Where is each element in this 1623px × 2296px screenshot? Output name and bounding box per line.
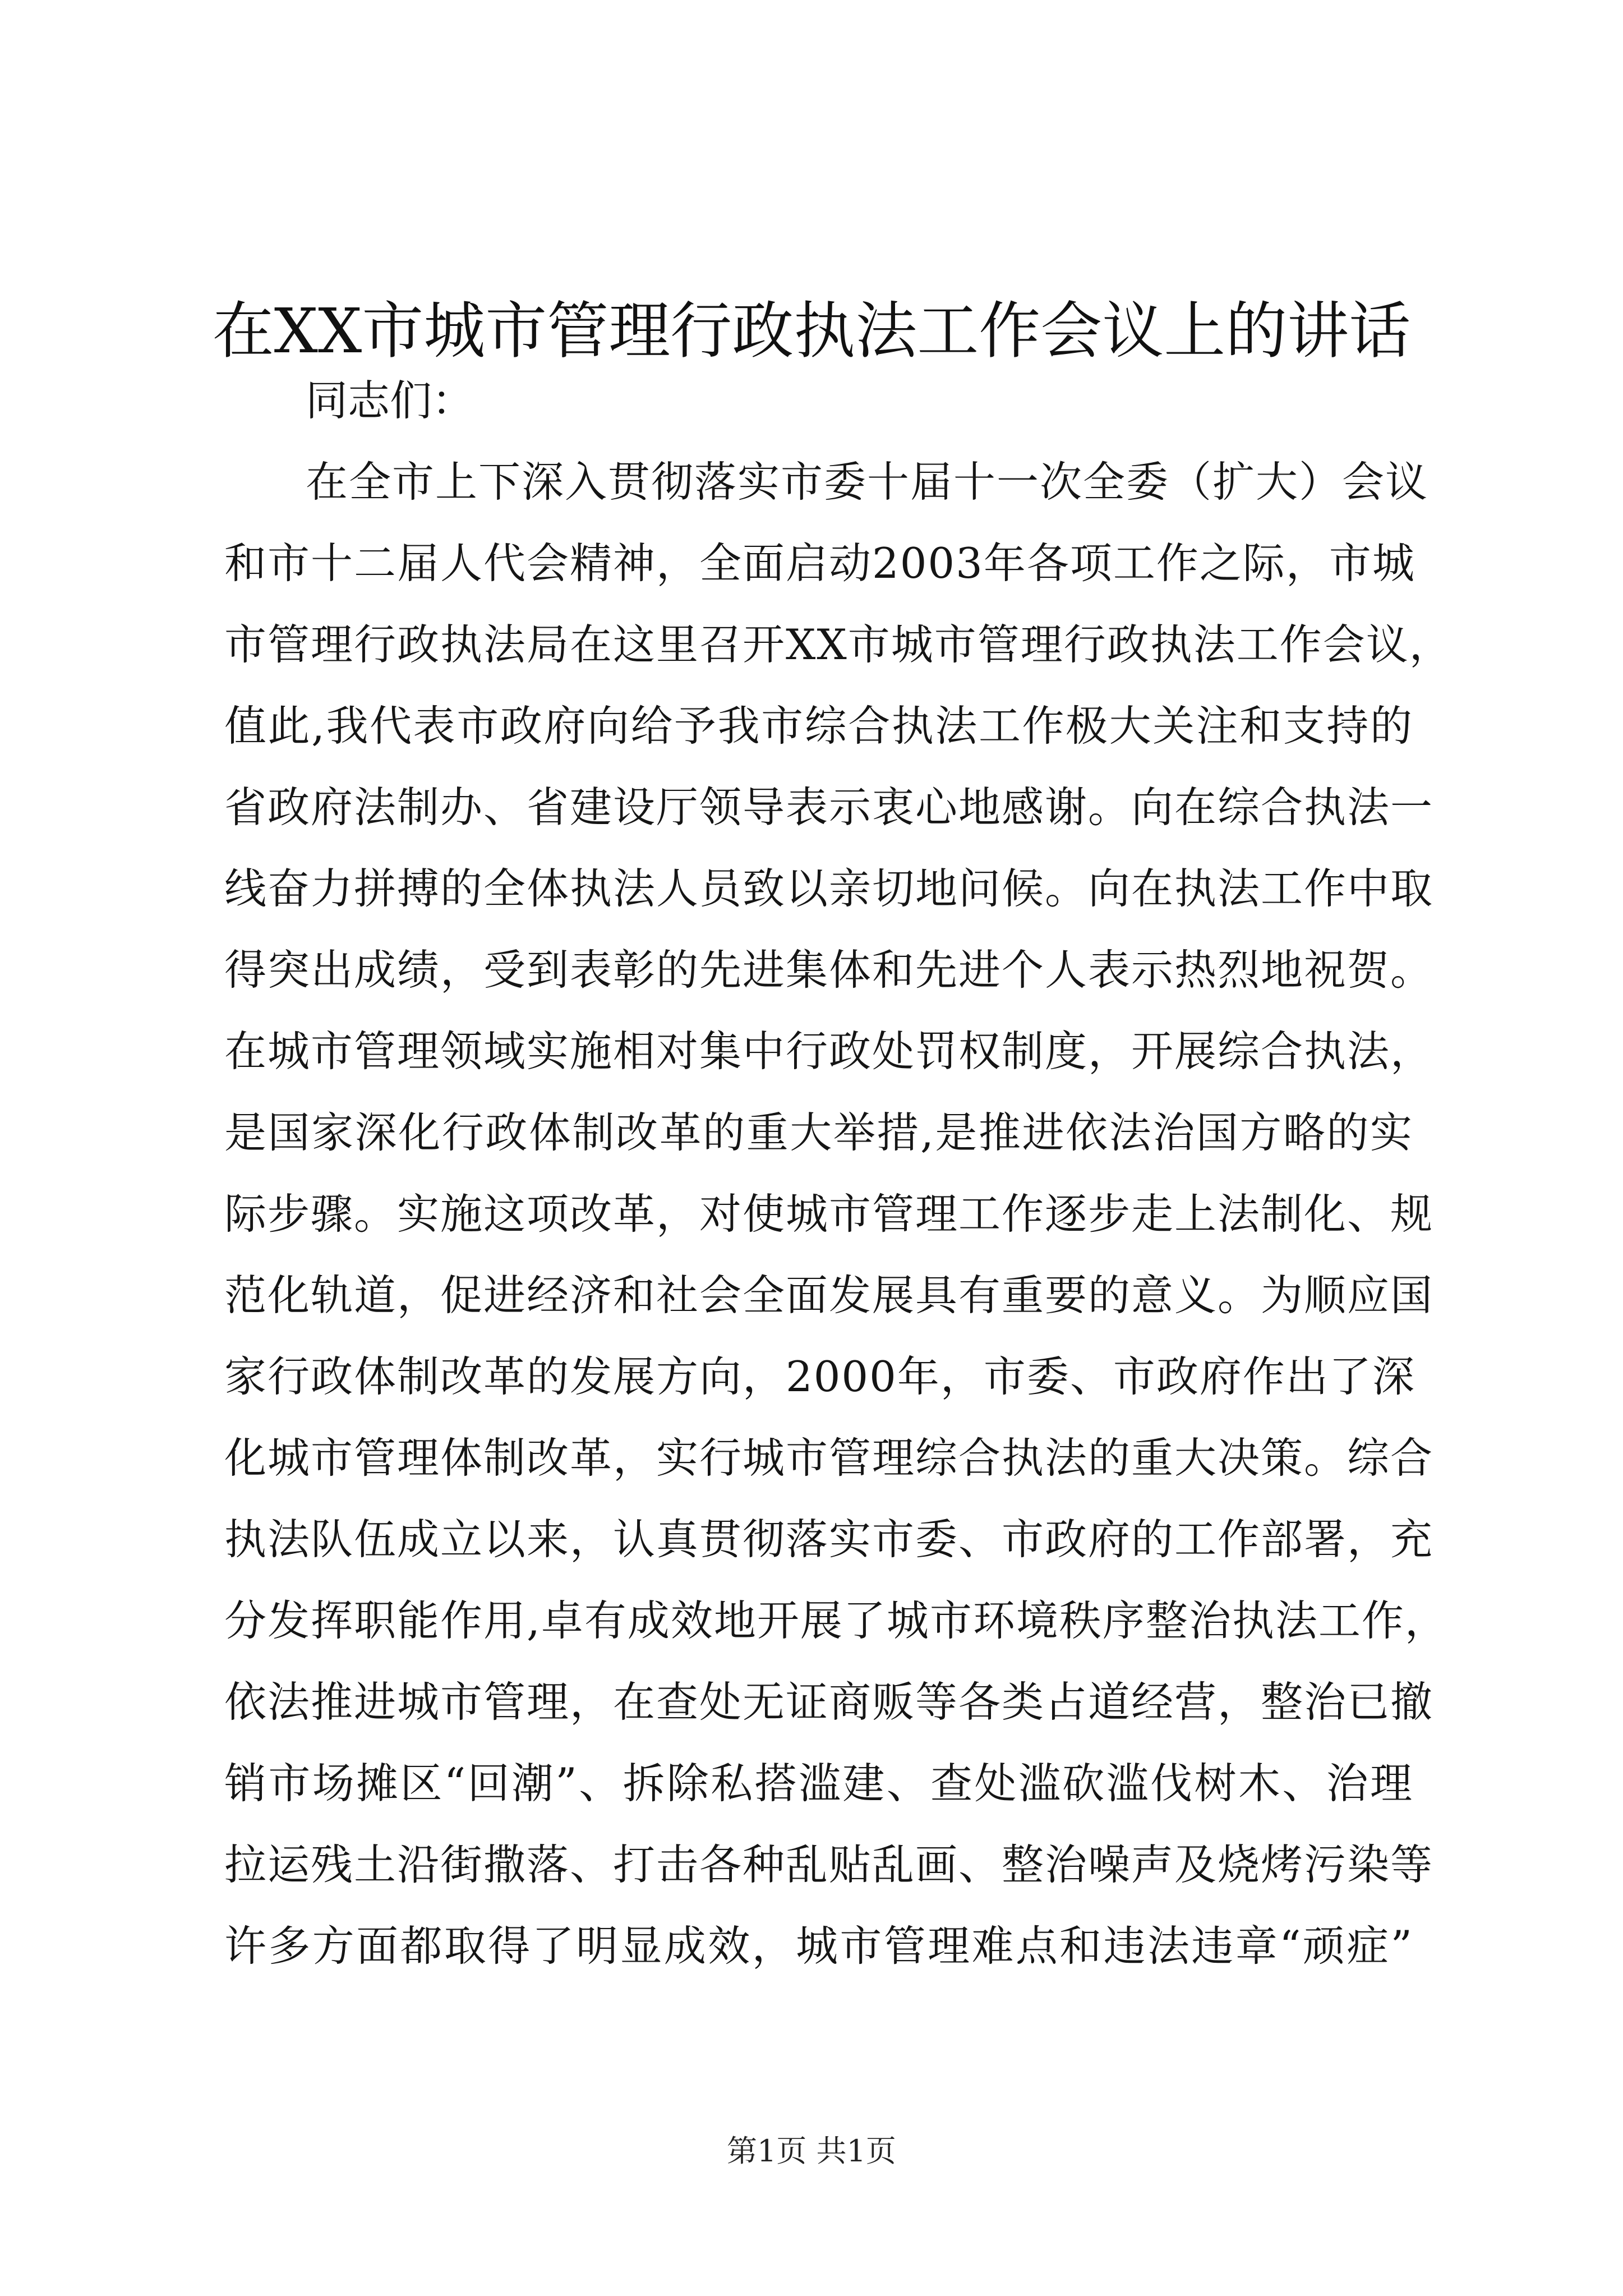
paragraph-line: 销市场摊区“回潮”、拆除私搭滥建、查处滥砍滥伐树木、治理 (224, 1759, 1413, 1808)
paragraph-line: 执法队伍成立以来，认真贯彻落实市委、市政府的工作部署，充 (224, 1515, 1434, 1564)
paragraph-line: 家行政体制改革的发展方向，2000年，市委、市政府作出了深 (224, 1352, 1415, 1401)
paragraph-line: 和市十二届人代会精神，全面启动2003年各项工作之际，市城 (224, 539, 1415, 588)
document-body (224, 360, 1453, 1987)
paragraph-line: 化城市管理体制改革，实行城市管理综合执法的重大决策。综合 (224, 1433, 1434, 1483)
paragraph-line: 依法推进城市管理，在查处无证商贩等各类占道经营，整治已撤 (224, 1677, 1434, 1727)
paragraph-line: 在全市上下深入贯彻落实市委十届十一次全委（扩大）会议 (306, 457, 1429, 507)
paragraph-line: 市管理行政执法局在这里召开XX市城市管理行政执法工作会议， (224, 620, 1453, 669)
paragraph-line: 际步骤。实施这项改革，对使城市管理工作逐步走上法制化、规 (224, 1189, 1434, 1239)
salutation: 同志们： (306, 376, 474, 425)
paragraph-line: 得突出成绩，受到表彰的先进集体和先进个人表示热烈地祝贺。 (224, 945, 1434, 995)
paragraph-line: 范化轨道，促进经济和社会全面发展具有重要的意义。为顺应国 (224, 1271, 1434, 1320)
paragraph-line: 值此,我代表市政府向给予我市综合执法工作极大关注和支持的 (224, 701, 1413, 751)
page-number-footer: 第1页 共1页 (727, 2133, 896, 2169)
paragraph-line: 是国家深化行政体制改革的重大举措,是推进依法治国方略的实 (224, 1108, 1413, 1157)
paragraph-line: 在城市管理领域实施相对集中行政处罚权制度，开展综合执法， (224, 1027, 1434, 1076)
document-title: 在XX市城市管理行政执法工作会议上的讲话 (212, 295, 1411, 367)
paragraph-line: 省政府法制办、省建设厅领导表示衷心地感谢。向在综合执法一 (224, 783, 1434, 832)
paragraph-line: 许多方面都取得了明显成效，城市管理难点和违法违章“顽症” (224, 1921, 1413, 1971)
paragraph-line: 分发挥职能作用,卓有成效地开展了城市环境秩序整治执法工作， (224, 1596, 1448, 1645)
paragraph-line: 拉运残土沿街撒落、打击各种乱贴乱画、整治噪声及烧烤污染等 (224, 1840, 1434, 1889)
paragraph-line: 线奋力拼搏的全体执法人员致以亲切地问候。向在执法工作中取 (224, 864, 1434, 913)
